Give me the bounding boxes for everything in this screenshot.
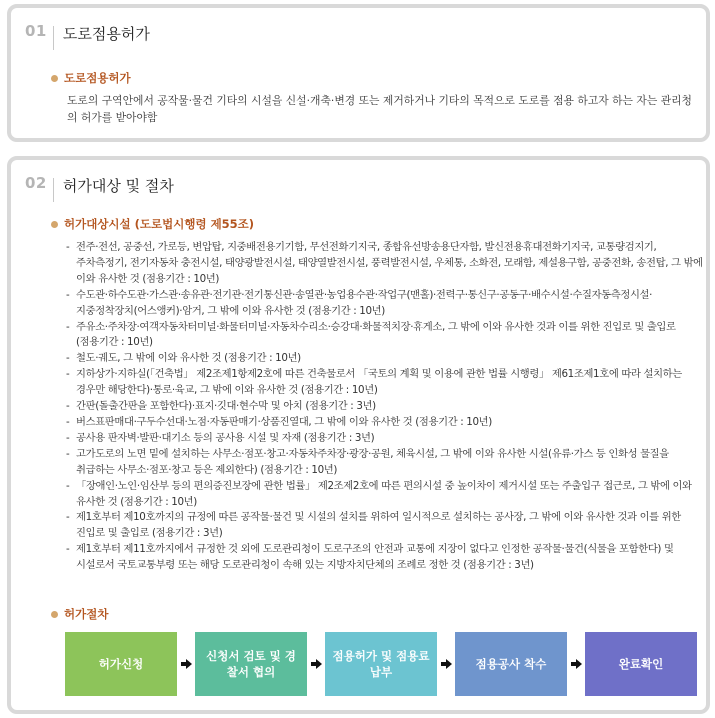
list-item: - 간판(돌출간판을 포함한다)·표지·깃대·현수막 및 아치 (점용기간 : 3년) — [65, 399, 705, 415]
step-completion-check: 완료확인 — [585, 632, 697, 696]
description-text: 도로의 구역안에서 공작물·물건 기타의 시설을 신설·개축·변경 또는 제거하거나 기타의 목적으로 도로를 점용 하고자 하는 자는 관리청의 허가를 받아야함 — [67, 94, 692, 124]
arrow-right-icon — [181, 658, 193, 670]
arrow-right-icon — [571, 658, 583, 670]
section-road-occupancy-permit — [7, 4, 710, 142]
bullet-dot-icon — [51, 611, 58, 618]
bullet-dot-icon — [51, 75, 58, 82]
list-item: - 「장애인·노인·임산부 등의 편의증진보장에 관한 법률」 제2조제2호에 따른 편의시설 중 높이차이 제거시설 또는 주출입구 접근로, 그 밖에 이와 유사한 것 (점용기간 : 10년) — [65, 479, 705, 511]
list-item: - 제1호부터 제11호까지에서 규정한 것 외에 도로관리청이 도로구조의 안전과 교통에 지장이 없다고 인정한 공작물·물건(식물을 포함한다) 및 시설로서 국토교통부령 또는 해당 도로관리청이 속해 있는 지방자치단체의 조례로 정한 것 (점용기간 : 3년) — [65, 542, 705, 574]
subheading — [51, 70, 131, 86]
list-item: - 버스표판매대·구두수선대·노점·자동판매기·상품진열대, 그 밖에 이와 유사한 것 (점용기간 : 10년) — [65, 415, 705, 431]
subheading-label: 허가절차 — [64, 607, 109, 621]
step-review-police-consultation: 신청서 검토 및 경찰서 협의 — [195, 632, 307, 696]
arrow-right-icon — [441, 658, 453, 670]
list-item: - 고가도로의 노면 밑에 설치하는 사무소·점포·창고·자동차주차장·광장·공원, 체육시설, 그 밖에 이와 유사한 시설(유류·가스 등 인화성 물질을 취급하는 사무소·점포·창고 등은 제외한다) (점용기간 : 10년) — [65, 447, 705, 479]
list-item: - 전주·전선, 공중선, 가로등, 변압탑, 지중배전용기기함, 무선전화기지국, 종합유선방송용단자함, 발신전용휴대전화기지국, 교통량검지기, 주차측정기, 전기자동차 충전시설, 태양광발전시설, 태양열발전시설, 풍력발전시설, 우체통, 소화전, 모래함, 제설용구함, 공중전화, 송전탑, 그 밖에 이와 유사한 것 (점용기간 : 10년) — [65, 240, 705, 288]
section-permit-targets-and-procedure — [7, 156, 710, 714]
bullet-dot-icon — [51, 221, 58, 228]
subheading-label: 도로점용허가 — [64, 71, 131, 85]
section-number: 02 — [25, 174, 57, 204]
list-item: - 철도·궤도, 그 밖에 이와 유사한 것 (점용기간 : 10년) — [65, 351, 705, 367]
step-application: 허가신청 — [65, 632, 177, 696]
arrow-right-icon — [311, 658, 323, 670]
section-number: 01 — [25, 22, 57, 52]
list-item: - 제1호부터 제10호까지의 규정에 따른 공작물·물건 및 시설의 설치를 위하여 일시적으로 설치하는 공사장, 그 밖에 이와 유사한 것과 이를 위한 진입로 및 출입로 (점용기간 : 3년) — [65, 510, 705, 542]
step-construction-start: 점용공사 착수 — [455, 632, 567, 696]
subheading-procedure — [51, 606, 108, 622]
list-item: - 공사용 판자벽·발판·대기소 등의 공사용 시설 및 자재 (점용기간 : 3년) — [65, 431, 705, 447]
facility-list — [65, 240, 705, 574]
section-title: 도로점용허가 — [62, 25, 150, 43]
section-header — [25, 174, 174, 204]
subheading-target-facilities — [51, 216, 254, 232]
section-header — [25, 22, 150, 52]
procedure-flow — [65, 632, 695, 696]
list-item: - 주유소·주차장·여객자동차터미널·화물터미널·자동차수리소·승강대·화물적치장·휴게소, 그 밖에 이와 유사한 것과 이를 위한 진입로 및 출입로 (점용기간 : 10년) — [65, 320, 705, 352]
step-permit-fee-payment: 점용허가 및 점용료 납부 — [325, 632, 437, 696]
subheading-label: 허가대상시설 (도로법시행령 제55조) — [64, 217, 255, 231]
list-item: - 지하상가·지하실(「건축법」 제2조제1항제2호에 따른 건축물로서 「국토의 계획 및 이용에 관한 법률 시행령」 제61조제1호에 따라 설치하는 경우만 해당한다)·통로·육교, 그 밖에 이와 유사한 것 (점용기간 : 10년) — [65, 367, 705, 399]
section-title: 허가대상 및 절차 — [62, 177, 174, 195]
list-item: - 수도관·하수도관·가스관·송유관·전기관·전기통신관·송열관·농업용수관·작업구(맨홀)·전력구·통신구·공동구·배수시설·수질자동측정시설·지중정착장치(어스앵커)·암거, 그 밖에 이와 유사한 것 (점용기간 : 10년) — [65, 288, 705, 320]
